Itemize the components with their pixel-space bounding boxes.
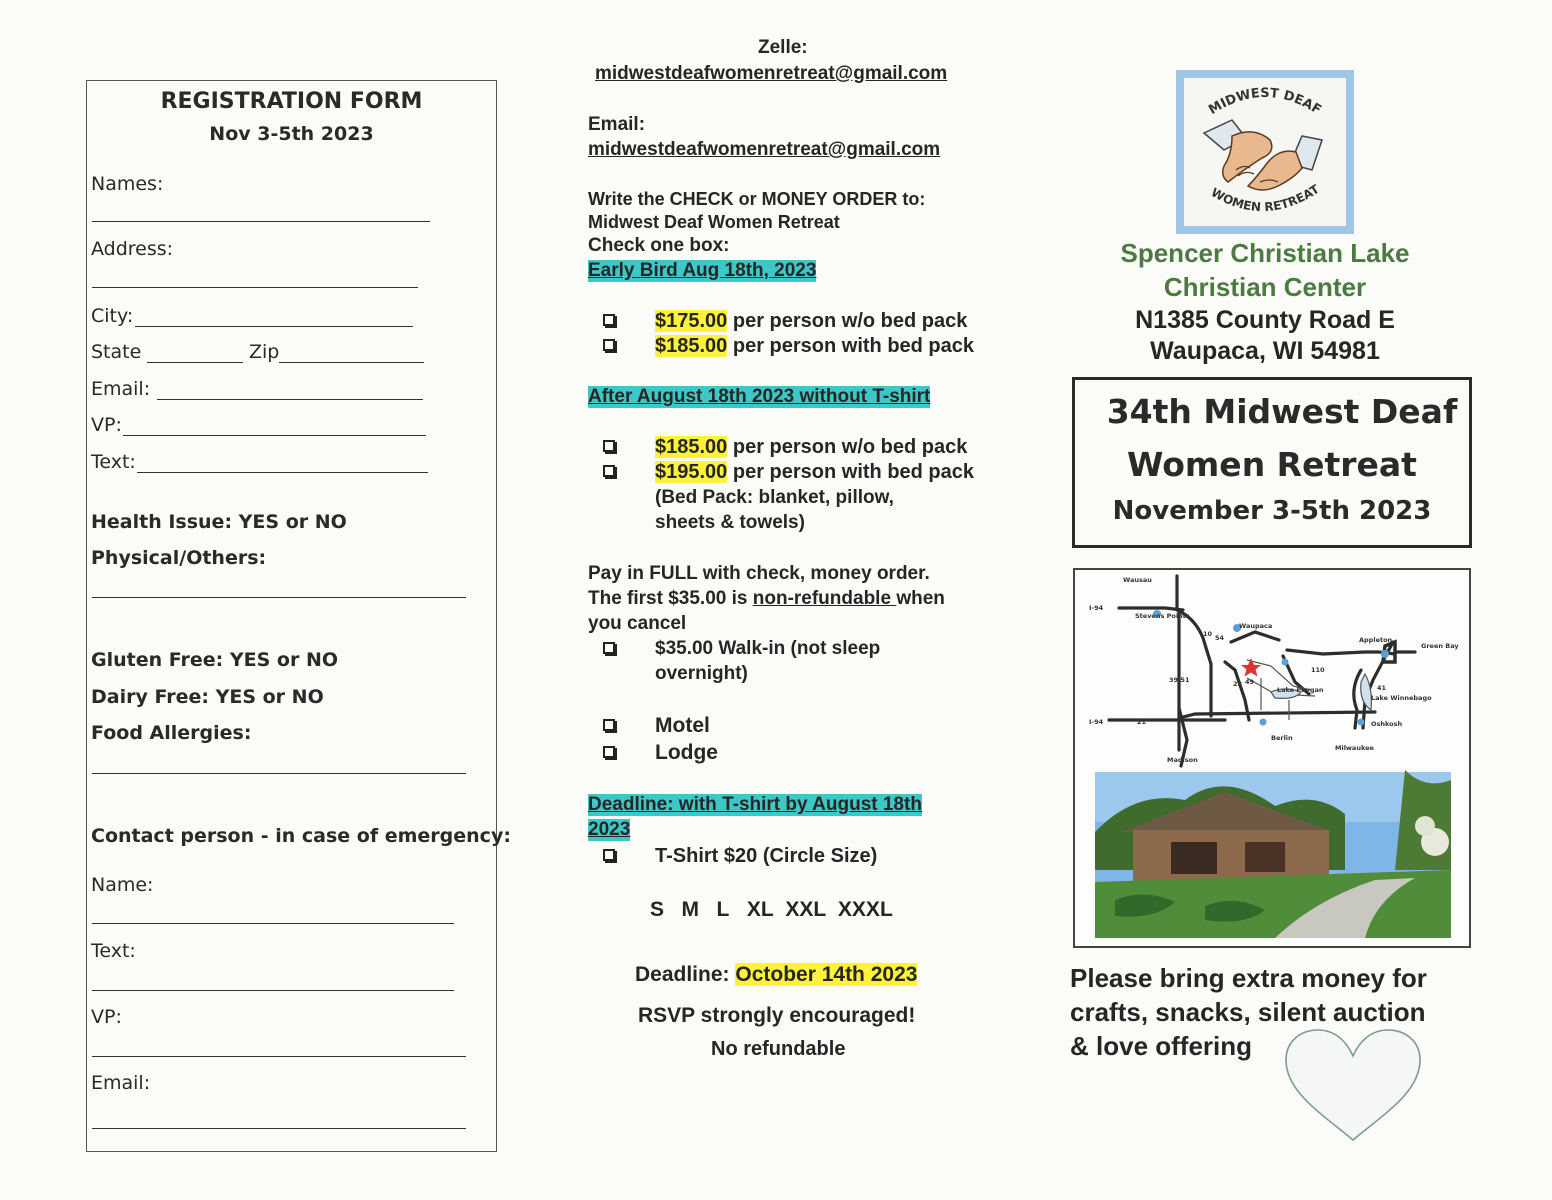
size-s[interactable]: S [650, 898, 665, 921]
lodge-label: Lodge [655, 741, 718, 764]
food-allergies-label: Food Allergies: [91, 722, 252, 744]
map-label: Madison [1167, 756, 1198, 764]
tshirt-label: T-Shirt $20 (Circle Size) [655, 845, 878, 867]
email-label: Email: [588, 114, 646, 135]
walk-in-line-1: $35.00 Walk-in (not sleep [655, 638, 881, 659]
walk-in-checkbox[interactable] [603, 642, 615, 654]
physical-field[interactable] [92, 597, 466, 598]
contact-name-label: Name: [91, 874, 154, 896]
retreat-logo [1176, 70, 1354, 234]
non-refundable-text: non-refundable [752, 588, 897, 609]
form-title: REGISTRATION FORM [160, 89, 423, 114]
map-label: 49 [1245, 678, 1255, 686]
early-bird-option-2 [655, 335, 974, 358]
contact-name-field[interactable] [92, 923, 454, 924]
map-label: Oshkosh [1371, 720, 1403, 728]
food-allergies-field[interactable] [92, 773, 466, 774]
refund-policy-pre: The first $35.00 is [588, 588, 753, 609]
deadline-label: Deadline: [635, 963, 736, 986]
location-star-icon [1241, 658, 1261, 677]
venue-address-line-2: Waupaca, WI 54981 [1150, 337, 1380, 365]
venue-address-line-1: N1385 County Road E [1135, 306, 1395, 334]
bed-pack-note-line-2: sheets & towels) [655, 512, 805, 533]
early-bird-option-1-checkbox[interactable] [603, 314, 615, 326]
tshirt-checkbox[interactable] [603, 849, 615, 861]
map-label: Stevens Points [1135, 612, 1190, 620]
route-map [1075, 570, 1469, 946]
dairy-free-label: Dairy Free: YES or NO [91, 686, 324, 708]
zelle-email-link[interactable]: midwestdeafwomenretreat@gmail.com [595, 63, 948, 84]
bring-money-line-2: crafts, snacks, silent auction [1070, 997, 1426, 1027]
address-field[interactable] [92, 287, 418, 288]
map-label: Appleton [1359, 636, 1393, 644]
signing-hands-icon [1184, 78, 1346, 226]
email-label: Email: [91, 378, 151, 400]
tshirt-deadline-heading-line-2: 2023 [588, 819, 631, 840]
after-option-1 [655, 436, 967, 459]
size-list [650, 898, 893, 922]
event-title-line-2: Women Retreat [1127, 445, 1417, 484]
names-label: Names: [91, 173, 164, 195]
heart-icon [1282, 1026, 1424, 1146]
contact-vp-label: VP: [91, 1006, 122, 1028]
map-label: Green Bay [1421, 642, 1459, 650]
price: $195.00 [655, 461, 728, 483]
deadline [635, 963, 917, 987]
payee-text: Midwest Deaf Women Retreat [588, 212, 840, 232]
early-bird-option-1 [655, 310, 967, 333]
vp-field[interactable] [123, 435, 426, 436]
refund-policy-text [588, 588, 945, 610]
price-desc: per person w/o bed pack [727, 310, 968, 332]
contact-text-field[interactable] [92, 990, 454, 991]
price: $175.00 [655, 310, 728, 332]
emergency-contact-label: Contact person - in case of emergency: [91, 825, 511, 847]
check-one-text: Check one box: [588, 235, 730, 256]
map-label: 39/51 [1169, 676, 1190, 684]
map-label: 41 [1377, 684, 1387, 692]
logo-text-bottom: WOMEN RETREAT [1208, 181, 1322, 215]
price: $185.00 [655, 436, 728, 458]
map-label: 110 [1311, 666, 1325, 674]
contact-email-label: Email: [91, 1072, 151, 1094]
contact-text-label: Text: [91, 940, 136, 962]
state-label: State [91, 341, 142, 363]
zelle-label: Zelle: [758, 37, 808, 58]
map-label: 22 [1233, 680, 1243, 688]
names-field[interactable] [92, 221, 430, 222]
pay-in-full-text: Pay in FULL with check, money order. [588, 563, 930, 584]
map-label: I-94 [1089, 718, 1104, 726]
zip-label: Zip [249, 341, 280, 363]
you-cancel-text: you cancel [588, 613, 687, 634]
size-xxl[interactable]: XXL [785, 898, 827, 921]
map-label: Lake Winnebago [1371, 694, 1432, 702]
price-desc: per person w/o bed pack [727, 436, 968, 458]
deadline-date: October 14th 2023 [735, 963, 918, 986]
email-field[interactable] [157, 399, 423, 400]
motel-label: Motel [655, 714, 710, 737]
refund-policy-post: when [896, 588, 945, 609]
after-option-1-checkbox[interactable] [603, 440, 615, 452]
walk-in-line-2: overnight) [655, 663, 748, 684]
after-option-2-checkbox[interactable] [603, 465, 615, 477]
size-m[interactable]: M [681, 898, 700, 921]
vp-label: VP: [91, 414, 122, 436]
event-title-box [1072, 377, 1472, 548]
logo-text-top: MIDWEST DEAF [1206, 85, 1324, 118]
map-label: 10 [1203, 630, 1213, 638]
size-l[interactable]: L [716, 898, 730, 921]
physical-label: Physical/Others: [91, 547, 267, 569]
event-dates: November 3-5th 2023 [1112, 496, 1432, 526]
venue-name-line-1: Spencer Christian Lake [1120, 238, 1410, 268]
map-label: 21 [1137, 718, 1147, 726]
size-xxxl[interactable]: XXXL [837, 898, 893, 921]
form-date: Nov 3-5th 2023 [209, 123, 374, 145]
gluten-free-label: Gluten Free: YES or NO [91, 649, 338, 671]
price-desc: per person with bed pack [727, 461, 975, 483]
tshirt-deadline-heading-line-1: Deadline: with T-shirt by August 18th [588, 794, 922, 815]
bring-money-line-3: & love offering [1070, 1031, 1253, 1061]
city-label: City: [91, 305, 134, 327]
map-label: Wausau [1123, 576, 1152, 584]
map-label: Waupaca [1239, 622, 1273, 630]
size-xl[interactable]: XL [746, 898, 774, 921]
early-bird-option-2-checkbox[interactable] [603, 339, 615, 351]
city-field[interactable] [135, 326, 413, 327]
map-label: I-94 [1089, 604, 1104, 612]
email-link[interactable]: midwestdeafwomenretreat@gmail.com [588, 139, 941, 160]
location-map-and-photo [1073, 568, 1471, 948]
after-august-heading: After August 18th 2023 without T-shirt [588, 386, 931, 407]
state-field[interactable] [147, 362, 243, 363]
motel-checkbox[interactable] [603, 719, 615, 731]
lodge-checkbox[interactable] [603, 746, 615, 758]
venue-name-line-2: Christian Center [1163, 272, 1367, 302]
price-desc: per person with bed pack [727, 335, 975, 357]
no-refundable-text: No refundable [711, 1038, 846, 1060]
after-option-2 [655, 461, 974, 484]
address-label: Address: [91, 238, 174, 260]
early-bird-heading: Early Bird Aug 18th, 2023 [588, 260, 817, 281]
price: $185.00 [655, 335, 728, 357]
bring-money-line-1: Please bring extra money for [1070, 963, 1427, 993]
bed-pack-note-line-1: (Bed Pack: blanket, pillow, [655, 487, 894, 508]
text-label: Text: [91, 451, 136, 473]
map-label: Milwaukee [1335, 744, 1374, 752]
svg-text:MIDWEST DEAF [1206, 86, 1323, 118]
contact-email-field[interactable] [92, 1128, 466, 1129]
text-field[interactable] [137, 472, 428, 473]
contact-vp-field[interactable] [92, 1056, 466, 1057]
event-title-line-1: 34th Midwest Deaf [1106, 392, 1458, 431]
write-check-text: Write the CHECK or MONEY ORDER to: [588, 189, 926, 209]
map-label: Lake Poygan [1277, 686, 1324, 694]
health-issue-label: Health Issue: YES or NO [91, 511, 347, 533]
zip-field[interactable] [279, 362, 424, 363]
registration-form [86, 80, 511, 1152]
center-photo [1095, 770, 1451, 938]
map-label: Berlin [1271, 734, 1293, 742]
map-label: 54 [1215, 634, 1225, 642]
rsvp-text: RSVP strongly encouraged! [638, 1004, 916, 1027]
